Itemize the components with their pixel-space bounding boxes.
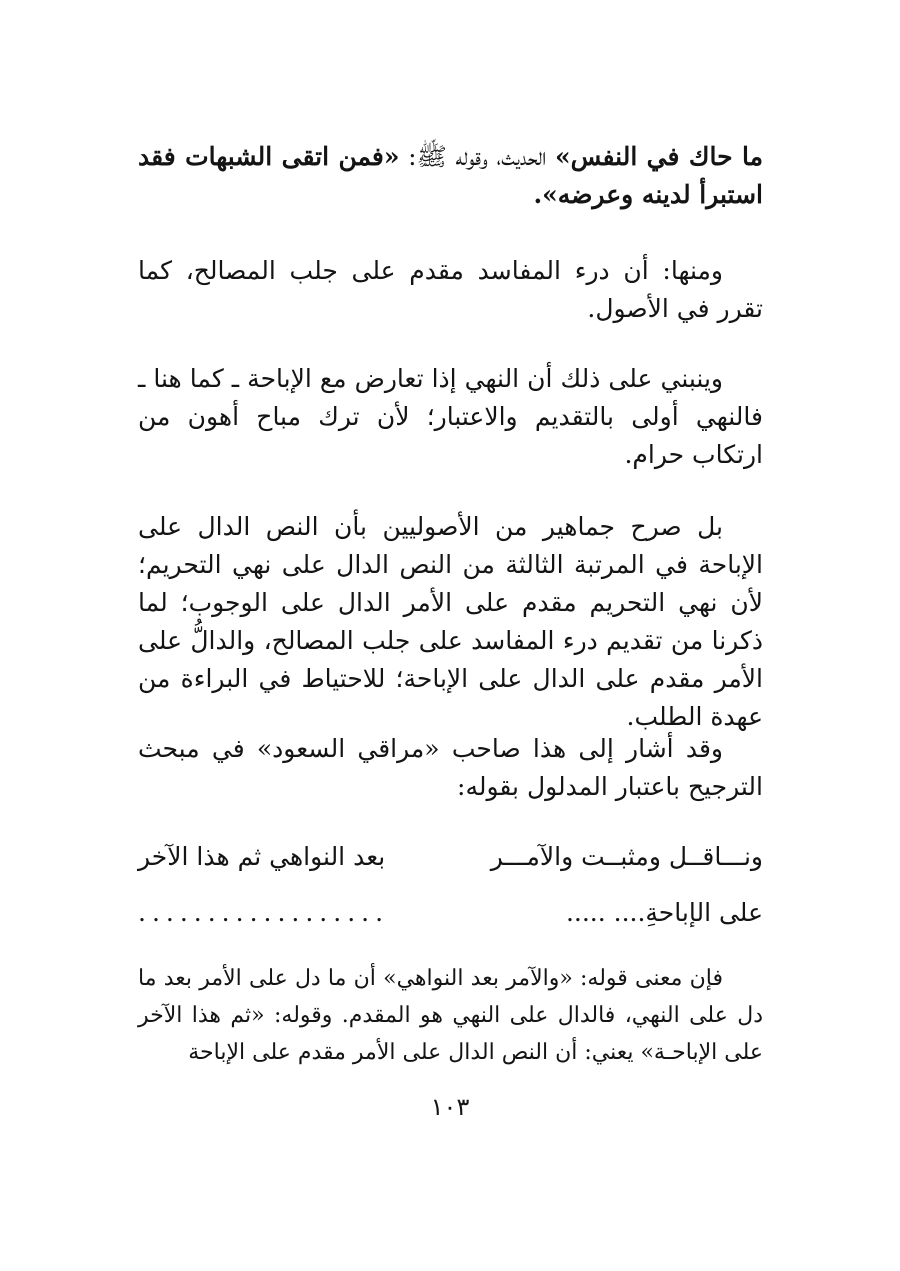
poem-hemistich-1b: بعد النواهي ثم هذا الآخر <box>138 842 386 871</box>
paragraph-usuliyyin: بل صرح جماهير من الأصوليين بأن النص الدال على الإباحة في المرتبة الثالثة من النص الدال على نهي التحريم؛ لأن نهي التحريم مقدم على الأمر الدال على الوجوب؛ لما ذكرنا من تقديم درء المفاسد على جلب المصالح، والدالُّ على الأمر مقدم على الدال على الإباحة؛ للاحتياط في البراءة من عهدة الطلب. <box>138 512 763 731</box>
hadith-connector: الحديث، وقوله ﷺ: <box>399 142 556 171</box>
paragraph-explanation: فإن معنى قوله: «والآمر بعد النواهي» أن ما دل على الأمر بعد ما دل على النهي، فالدال على النهي هو المقدم. وقوله: «ثم هذا الآخر على الإباحـة» يعني: أن النص الدال على الأمر مقدم على الإباحة <box>138 966 763 1065</box>
poem-hemistich-1a: ونـــاقــل ومثبــت والآمـــر <box>490 842 763 871</box>
page-number: ١٠٣ <box>430 1093 470 1121</box>
paragraph-hadith <box>138 138 763 214</box>
page-body <box>138 138 763 1138</box>
poem-block <box>138 838 763 932</box>
paragraph-principle: ومنها: أن درء المفاسد مقدم على جلب المصالح، كما تقرر في الأصول. <box>138 256 763 323</box>
hadith-quote-second: «فمن اتقى الشبهات فقد استبرأ لدينه وعرضه». <box>138 142 763 209</box>
poem-line-2 <box>138 894 763 932</box>
poem-line-1 <box>138 838 763 876</box>
hadith-quote-end: ما حاك في النفس» <box>555 142 763 171</box>
paragraph-maraqi-reference: وقد أشار إلى هذا صاحب «مراقي السعود» في مبحث الترجيح باعتبار المدلول بقوله: <box>138 734 763 801</box>
poem-hemistich-2b: .................. <box>138 898 390 927</box>
poem-hemistich-2a: على الإباحةِ.... ..... <box>565 898 763 927</box>
paragraph-prohibition-priority: وينبني على ذلك أن النهي إذا تعارض مع الإباحة ـ كما هنا ـ فالنهي أولى بالتقديم والاعتبار؛ لأن ترك مباح أهون من ارتكاب حرام. <box>138 364 763 469</box>
